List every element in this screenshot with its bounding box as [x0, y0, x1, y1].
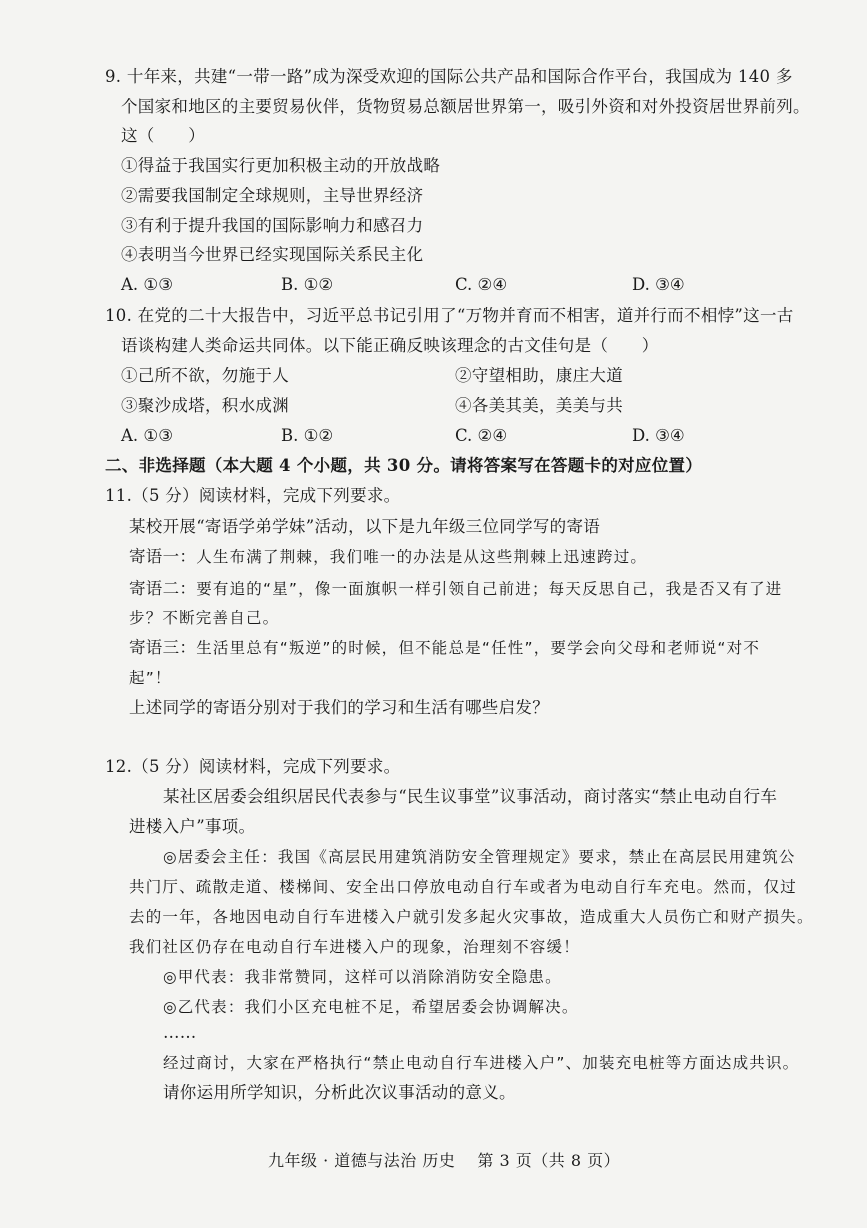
- q12-para-1: 某社区居委会组织居民代表参与“民生议事堂”议事活动，商讨落实“禁止电动自行车: [163, 787, 778, 806]
- q10-option-3: ③聚沙成塔，积水成渊: [121, 396, 289, 415]
- q9-choice-c: C. ②④: [455, 275, 508, 294]
- q11-message-2: [129, 578, 782, 600]
- q12-question: 请你运用所学知识，分析此次议事活动的意义。: [163, 1083, 516, 1102]
- q9-choice-b: B. ①②: [281, 275, 334, 294]
- q10-choice-a: A. ①③: [121, 426, 173, 445]
- q10-option-2: ②守望相助，康庄大道: [455, 366, 623, 385]
- q11-question: 上述同学的寄语分别对于我们的学习和生活有哪些启发？: [129, 698, 549, 717]
- q10-line2: 语谈构建人类命运共同体。以下能正确反映该理念的古文佳句是（ ）: [121, 336, 659, 355]
- message-3-label: 寄语三：: [129, 638, 197, 657]
- q12-chair-line-4: 我们社区仍存在电动自行车进楼入户的现象，治理刻不容缓！: [129, 938, 580, 956]
- q12-rep-b: ◎乙代表：我们小区充电桩不足，希望居委会协调解决。: [163, 998, 579, 1016]
- q11-title: 11.（5 分）阅读材料，完成下列要求。: [105, 486, 401, 505]
- q10-choice-c: C. ②④: [455, 426, 508, 445]
- message-2-label: 寄语二：: [129, 579, 197, 598]
- q12-chair-line-2: 共门厅、疏散走道、楼梯间、安全出口停放电动自行车或者为电动自行车充电。然而，仅过: [129, 878, 798, 896]
- q11-message-1: [129, 546, 647, 568]
- q10-choice-b: B. ①②: [281, 426, 334, 445]
- q11-intro: 某校开展“寄语学弟学妹”活动，以下是九年级三位同学写的寄语: [129, 517, 601, 536]
- q11-message-2-cont: 步？不断完善自己。: [129, 609, 280, 627]
- message-2-text: 要有追的“星”，像一面旗帜一样引领自己前进；每天反思自己，我是否又有了进: [196, 580, 783, 598]
- q12-title: 12.（5 分）阅读材料，完成下列要求。: [105, 757, 401, 776]
- q12-rep-a: ◎甲代表：我非常赞同，这样可以消除消防安全隐患。: [163, 968, 562, 986]
- q9-choice-d: D. ③④: [632, 275, 685, 294]
- q12-chair-line-1: ◎居委会主任：我国《高层民用建筑消防安全管理规定》要求，禁止在高层民用建筑公: [163, 848, 796, 866]
- page-footer: 九年级 · 道德与法治 历史 第 3 页（共 8 页）: [268, 1151, 621, 1170]
- q9-line2: 个国家和地区的主要贸易伙伴，货物贸易总额居世界第一，吸引外资和对外投资居世界前列。: [121, 97, 810, 116]
- message-1-label: 寄语一：: [129, 547, 197, 566]
- q10-choice-d: D. ③④: [632, 426, 685, 445]
- q12-para-1-cont: 进楼入户”事项。: [129, 817, 256, 836]
- q9-option-2: ②需要我国制定全球规则，主导世界经济: [121, 186, 424, 205]
- q9-line3: 这（ ）: [121, 126, 205, 145]
- q12-para-consensus: 经过商讨，大家在严格执行“禁止电动自行车进楼入户”、加装充电桩等方面达成共识。: [163, 1054, 800, 1072]
- q10-option-4: ④各美其美，美美与共: [455, 396, 623, 415]
- message-3-text: 生活里总有“叛逆”的时候，但不能总是“任性”，要学会向父母和老师说“对不: [196, 639, 761, 657]
- q11-message-3-cont: 起”！: [129, 669, 172, 687]
- q9-line1: 9. 十年来，共建“一带一路”成为深受欢迎的国际公共产品和国际合作平台，我国成为 140 多: [105, 67, 793, 86]
- q10-line1: 10. 在党的二十大报告中，习近平总书记引用了“万物并育而不相害，道并行而不相悖”这一古: [105, 306, 794, 325]
- q12-ellipsis: ……: [163, 1023, 197, 1042]
- message-1-text: 人生布满了荆棘，我们唯一的办法是从这些荆棘上迅速跨过。: [196, 548, 648, 566]
- q9-option-1: ①得益于我国实行更加积极主动的开放战略: [121, 156, 441, 175]
- q12-chair-line-3: 去的一年，各地因电动自行车进楼入户就引发多起火灾事故，造成重大人员伤亡和财产损失。: [129, 908, 814, 926]
- q9-choice-a: A. ①③: [121, 275, 173, 294]
- section-heading: 二、非选择题（本大题 4 个小题，共 30 分。请将答案写在答题卡的对应位置）: [105, 456, 703, 475]
- q11-message-3: [129, 637, 760, 659]
- q10-option-1: ①己所不欲，勿施于人: [121, 366, 289, 385]
- q9-option-3: ③有利于提升我国的国际影响力和感召力: [121, 216, 424, 235]
- q9-option-4: ④表明当今世界已经实现国际关系民主化: [121, 245, 424, 264]
